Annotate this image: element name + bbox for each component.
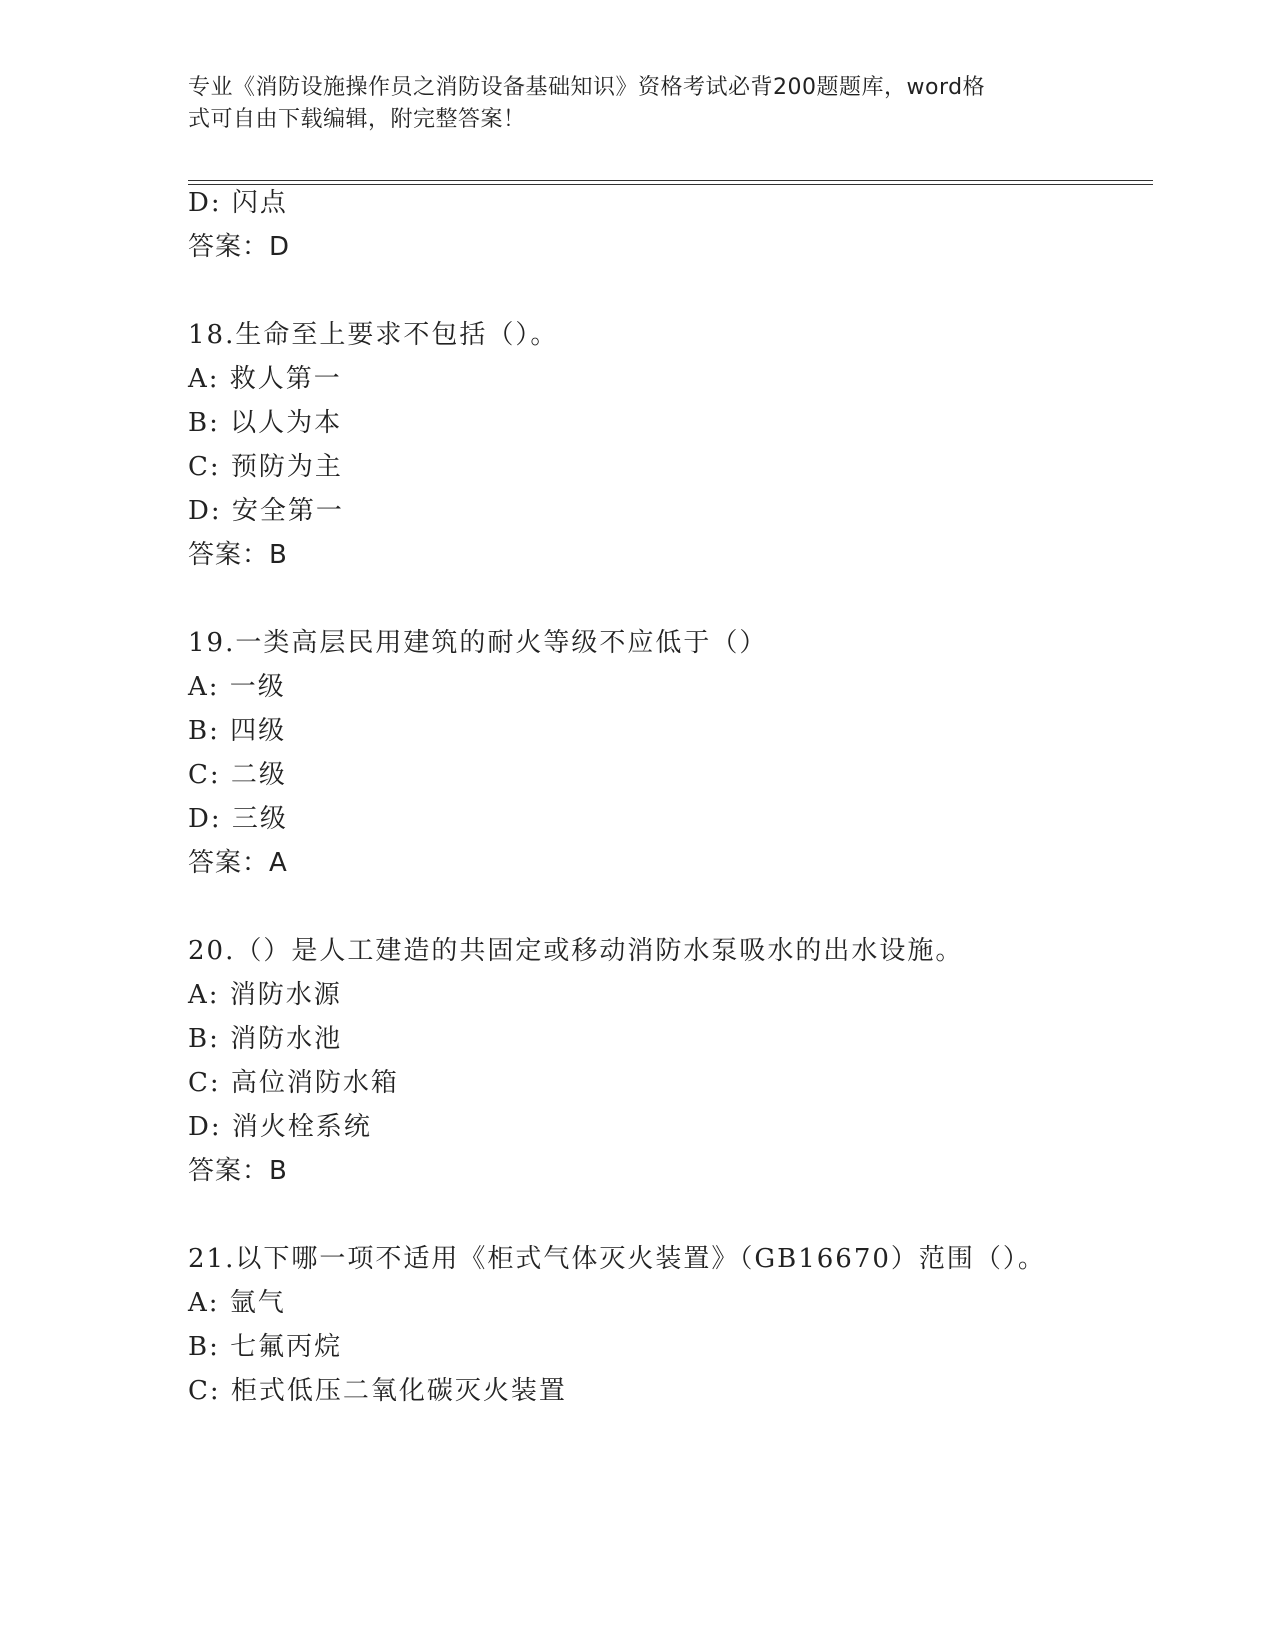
question-21-option-b: B: 七氟丙烷 — [188, 1332, 343, 1362]
question-19-option-c: C: 二级 — [188, 760, 287, 790]
question-18-answer: 答案：B — [188, 540, 288, 570]
question-18-stem: 18.生命至上要求不包括（）。 — [188, 320, 559, 350]
question-20-option-c: C: 高位消防水箱 — [188, 1068, 399, 1098]
question-18-option-d: D: 安全第一 — [188, 496, 344, 526]
question-18-option-a: A: 救人第一 — [188, 364, 342, 394]
question-18-option-c: C: 预防为主 — [188, 452, 343, 482]
question-20-option-a: A: 消防水源 — [188, 980, 342, 1010]
prev-option-d: D: 闪点 — [188, 188, 288, 218]
header-line-2: 式可自由下载编辑，附完整答案！ — [188, 107, 526, 132]
question-20-answer: 答案：B — [188, 1156, 288, 1186]
question-20-stem: 20.（）是人工建造的共固定或移动消防水泵吸水的出水设施。 — [188, 936, 964, 966]
question-19-option-a: A: 一级 — [188, 672, 286, 702]
question-19-answer: 答案：A — [188, 848, 288, 878]
prev-answer: 答案：D — [188, 232, 291, 262]
question-20-option-b: B: 消防水池 — [188, 1024, 343, 1054]
question-21-option-c: C: 柜式低压二氧化碳灭火装置 — [188, 1376, 567, 1406]
question-20-option-d: D: 消火栓系统 — [188, 1112, 372, 1142]
document-header — [188, 72, 1068, 136]
question-18-option-b: B: 以人为本 — [188, 408, 343, 438]
question-19-option-b: B: 四级 — [188, 716, 287, 746]
question-21-option-a: A: 氩气 — [188, 1288, 286, 1318]
question-21-stem: 21.以下哪一项不适用《柜式气体灭火装置》（GB16670）范围（）。 — [188, 1244, 1046, 1274]
question-19-stem: 19.一类高层民用建筑的耐火等级不应低于（） — [188, 628, 768, 658]
header-line-1: 专业《消防设施操作员之消防设备基础知识》资格考试必背200题题库，word格 — [188, 75, 986, 100]
question-19-option-d: D: 三级 — [188, 804, 288, 834]
header-divider — [188, 180, 1153, 185]
